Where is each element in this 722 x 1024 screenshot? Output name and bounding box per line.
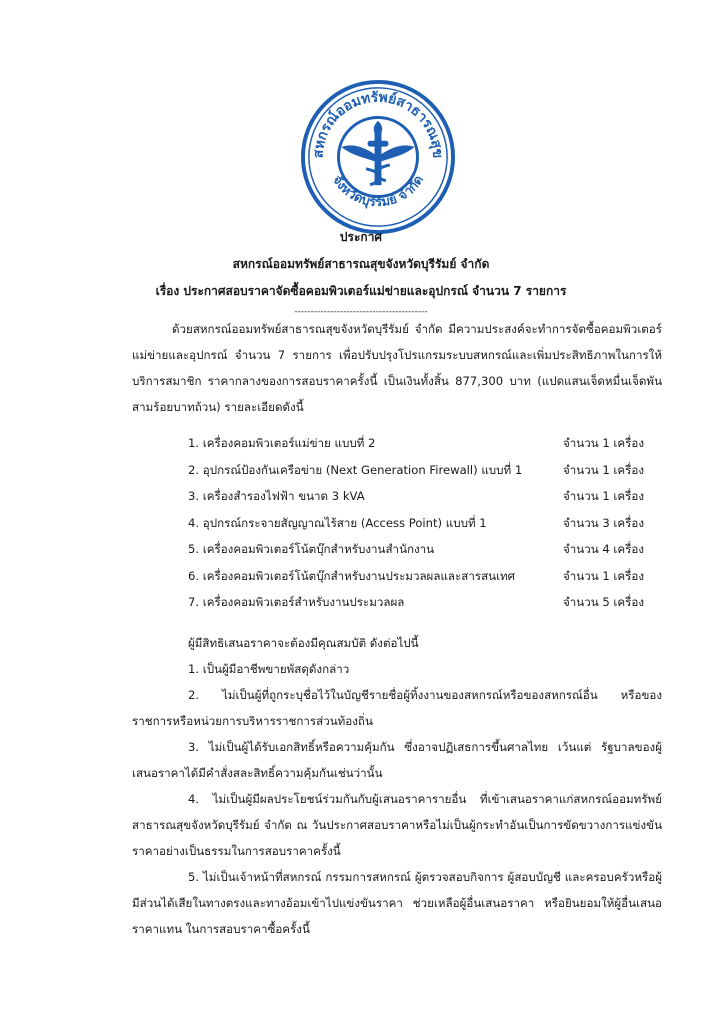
announcement-title: ประกาศ: [339, 230, 383, 244]
intro-text: ด้วยสหกรณ์ออมทรัพย์สาธารณสุขจังหวัดบุรีรัมย์ จำกัด มีความประสงค์จะทำการจัดซื้อคอมพิวเตอร์แม่ข่ายและอุปกรณ์ จำนวน 7 รายการ เพื่อปรับปรุงโปรแกรมระบบสหกรณ์และเพิ่มประสิทธิภาพในการให้บริการสมาชิก ราคากลางของการสอบราคาครั้งนี้ เป็นเงินทั้งสิ้น 877,300 บาท (แปดแสนเจ็ดหมื่นเจ็ดพันสามร้อยบาทถ้วน) รายละเอียดดังนี้: [132, 322, 662, 414]
item-quantity: จำนวน 1 เครื่อง: [563, 436, 644, 450]
qualifications-heading: ผู้มีสิทธิเสนอราคาจะต้องมีคุณสมบัติ ดังต่อไปนี้: [188, 636, 419, 650]
qualification-1: 1. เป็นผู้มีอาชีพขายพัสดุดังกล่าว: [188, 662, 350, 676]
item-quantity: จำนวน 1 เครื่อง: [563, 489, 644, 503]
item-list: [188, 430, 668, 616]
seal-top-text: สหกรณ์ออมทรัพย์สาธารณสุข: [310, 89, 446, 159]
qualification-2-text: 2. ไม่เป็นผู้ที่ถูกระบุชื่อไว้ในบัญชีรายชื่อผู้ทิ้งงานของสหกรณ์หรือของสหกรณ์อื่น หรือของราชการหรือหน่วยการบริหารราชการส่วนท้องถิ่น: [132, 688, 662, 728]
caduceus-emblem-icon: [342, 121, 413, 184]
list-item: [188, 536, 668, 563]
list-item: [188, 563, 668, 590]
item-quantity: จำนวน 1 เครื่อง: [563, 462, 644, 477]
list-item: [188, 483, 668, 510]
qualification-2: [132, 682, 662, 734]
item-label: 4. อุปกรณ์กระจายสัญญาณไร้สาย (Access Point) แบบที่ 1: [188, 515, 487, 530]
item-quantity: จำนวน 4 เครื่อง: [563, 542, 644, 556]
list-item: [188, 457, 668, 484]
seal-bottom-text: จังหวัดบุรีรัมย์ จำกัด: [329, 172, 427, 211]
qualification-3: [132, 734, 662, 786]
cooperative-name: สหกรณ์ออมทรัพย์สาธารณสุขจังหวัดบุรีรัมย์ จำกัด: [232, 257, 490, 271]
qualification-5-text: 5. ไม่เป็นเจ้าหน้าที่สหกรณ์ กรรมการสหกรณ์ ผู้ตรวจสอบกิจการ ผู้สอบบัญชี และครอบครัวหรือผู้มีส่วนได้เสียในทางตรงและทางอ้อมเข้าไปแข่งขันราคา ช่วยเหลือผู้อื่นเสนอราคา หรือยินยอมให้ผู้อื่นเสนอราคาแทน ในการสอบราคาซื้อครั้งนี้: [132, 870, 662, 936]
qualification-5: [132, 864, 662, 942]
item-label: 7. เครื่องคอมพิวเตอร์สำหรับงานประมวลผล: [188, 595, 405, 609]
item-quantity: จำนวน 3 เครื่อง: [563, 515, 644, 530]
announcement-subject: เรื่อง ประกาศสอบราคาจัดซื้อคอมพิวเตอร์แม่ข่ายและอุปกรณ์ จำนวน 7 รายการ: [155, 284, 567, 298]
list-item: [188, 510, 668, 537]
qualification-4: [132, 786, 662, 864]
divider-rule: -----------------------------------------: [294, 307, 428, 317]
item-label: 1. เครื่องคอมพิวเตอร์แม่ข่าย แบบที่ 2: [188, 436, 376, 450]
item-label: 6. เครื่องคอมพิวเตอร์โน้ตบุ๊กสำหรับงานประมวลผลและสารสนเทศ: [188, 568, 516, 583]
list-item: [188, 589, 668, 616]
intro-paragraph: [132, 316, 662, 420]
cooperative-seal-logo: [299, 78, 457, 236]
qualification-4-text: 4. ไม่เป็นผู้มีผลประโยชน์ร่วมกันกับผู้เสนอราคารายอื่น ที่เข้าเสนอราคาแก่สหกรณ์ออมทรัพย์สาธารณสุขจังหวัดบุรีรัมย์ จำกัด ณ วันประกาศสอบราคาหรือไม่เป็นผู้กระทำอันเป็นการขัดขวางการแข่งขันราคาอย่างเป็นธรรมในการสอบราคาครั้งนี้: [132, 792, 662, 858]
item-label: 5. เครื่องคอมพิวเตอร์โน้ตบุ๊กสำหรับงานสำนักงาน: [188, 542, 435, 556]
list-item: [188, 430, 668, 457]
qualification-3-text: 3. ไม่เป็นผู้ได้รับเอกสิทธิ์หรือความคุ้มกัน ซึ่งอาจปฏิเสธการขึ้นศาลไทย เว้นแต่ รัฐบาลของผู้เสนอราคาได้มีคำสั่งสละสิทธิ์ความคุ้มกันเช่นว่านั้น: [132, 740, 662, 780]
item-quantity: จำนวน 1 เครื่อง: [563, 568, 644, 583]
item-label: 2. อุปกรณ์ป้องกันเครือข่าย (Next Generation Firewall) แบบที่ 1: [188, 462, 523, 477]
item-label: 3. เครื่องสำรองไฟฟ้า ขนาด 3 kVA: [188, 489, 365, 503]
item-quantity: จำนวน 5 เครื่อง: [563, 595, 644, 609]
